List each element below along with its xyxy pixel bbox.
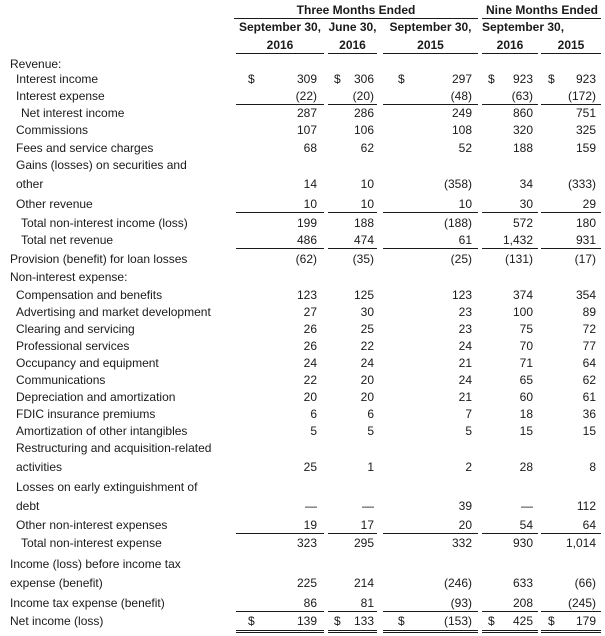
- row-label: Other non-interest expenses: [16, 518, 168, 532]
- table-cell: 6: [310, 407, 317, 421]
- table-cell: 24: [303, 356, 317, 370]
- table-cell: 214: [353, 576, 374, 590]
- row-label: other: [16, 177, 44, 191]
- table-cell: 26: [303, 322, 317, 336]
- table-cell: 199: [296, 216, 317, 230]
- table-cell: 486: [296, 233, 317, 247]
- table-cell: 374: [512, 288, 533, 302]
- row-label: Gains (losses) on securities and: [16, 158, 187, 172]
- subtotal-rule: [482, 104, 538, 105]
- table-cell: (358): [443, 177, 472, 191]
- table-cell: 28: [519, 460, 533, 474]
- table-cell: 64: [582, 356, 596, 370]
- table-cell: 30: [519, 197, 533, 211]
- subtotal-rule: [328, 212, 377, 213]
- table-cell: 81: [360, 596, 374, 610]
- row-label: activities: [16, 460, 63, 474]
- table-cell: 72: [582, 322, 596, 336]
- column-header-month: September 30,: [482, 20, 565, 34]
- table-cell: 107: [296, 123, 317, 137]
- table-cell: 309: [296, 72, 317, 86]
- table-cell: 354: [575, 288, 596, 302]
- table-cell: 323: [296, 536, 317, 550]
- row-label: debt: [16, 499, 40, 513]
- row-label: Fees and service charges: [16, 141, 154, 155]
- table-cell: 17: [360, 518, 374, 532]
- total-double-rule: [328, 630, 377, 633]
- table-cell: 89: [582, 305, 596, 319]
- table-cell: 62: [582, 373, 596, 387]
- table-cell: 208: [512, 596, 533, 610]
- row-label: Revenue:: [10, 57, 62, 71]
- table-cell: (333): [567, 177, 596, 191]
- table-cell: 332: [451, 536, 472, 550]
- table-cell: 320: [512, 123, 533, 137]
- subtotal-rule: [236, 104, 324, 105]
- table-cell: 10: [360, 177, 374, 191]
- table-cell: 930: [512, 536, 533, 550]
- table-cell: 21: [458, 390, 472, 404]
- table-cell: 22: [360, 339, 374, 353]
- currency-symbol: $: [548, 614, 555, 628]
- currency-symbol: $: [334, 614, 341, 628]
- table-cell: 86: [303, 596, 317, 610]
- column-header-rule: [236, 53, 324, 54]
- table-cell: 39: [458, 499, 472, 513]
- currency-symbol: $: [488, 614, 495, 628]
- table-cell: (48): [450, 89, 472, 103]
- table-cell: 27: [303, 305, 317, 319]
- currency-symbol: $: [548, 72, 555, 86]
- table-cell: (172): [567, 89, 596, 103]
- table-cell: (131): [504, 252, 533, 266]
- subtotal-rule: [328, 248, 377, 249]
- table-cell: (17): [574, 252, 596, 266]
- row-label: Income (loss) before income tax: [10, 557, 181, 571]
- table-cell: (153): [443, 614, 472, 628]
- table-cell: 61: [458, 233, 472, 247]
- table-cell: 62: [360, 141, 374, 155]
- subtotal-rule: [482, 212, 538, 213]
- table-cell: —: [362, 499, 374, 513]
- subtotal-rule: [236, 212, 324, 213]
- table-cell: 751: [575, 106, 596, 120]
- table-cell: 5: [367, 424, 374, 438]
- table-cell: 100: [512, 305, 533, 319]
- column-header-year: 2016: [266, 38, 294, 52]
- row-label: Amortization of other intangibles: [16, 424, 188, 438]
- table-cell: 52: [458, 141, 472, 155]
- table-cell: 23: [458, 322, 472, 336]
- table-cell: 923: [575, 72, 596, 86]
- total-double-rule: [541, 630, 601, 633]
- table-cell: 20: [360, 390, 374, 404]
- table-cell: 24: [458, 339, 472, 353]
- header-three-months: Three Months Ended: [296, 3, 416, 17]
- table-cell: 36: [582, 407, 596, 421]
- table-cell: 108: [451, 123, 472, 137]
- row-label: Losses on early extinguishment of: [16, 480, 198, 494]
- table-cell: 20: [303, 390, 317, 404]
- table-cell: 325: [575, 123, 596, 137]
- table-cell: 931: [575, 233, 596, 247]
- column-header-year: 2016: [496, 38, 524, 52]
- row-label: Total net revenue: [21, 233, 114, 247]
- row-label: Clearing and servicing: [16, 322, 135, 336]
- row-label: Income tax expense (benefit): [10, 596, 165, 610]
- total-double-rule: [383, 630, 478, 633]
- column-header-year: 2015: [557, 38, 585, 52]
- row-label: Interest expense: [16, 89, 105, 103]
- table-cell: (93): [450, 596, 472, 610]
- subtotal-rule: [541, 248, 601, 249]
- table-cell: 71: [519, 356, 533, 370]
- table-cell: (245): [567, 596, 596, 610]
- table-cell: 287: [296, 106, 317, 120]
- table-cell: 159: [575, 141, 596, 155]
- row-label: Net income (loss): [10, 614, 104, 628]
- row-label: Commissions: [16, 123, 89, 137]
- subtotal-rule: [236, 248, 324, 249]
- table-cell: 65: [519, 373, 533, 387]
- subtotal-rule: [383, 212, 478, 213]
- table-cell: 14: [303, 177, 317, 191]
- row-label: Professional services: [16, 339, 130, 353]
- table-cell: 180: [575, 216, 596, 230]
- currency-symbol: $: [334, 72, 341, 86]
- currency-symbol: $: [248, 614, 255, 628]
- table-cell: 225: [296, 576, 317, 590]
- table-cell: 60: [519, 390, 533, 404]
- table-cell: 923: [512, 72, 533, 86]
- header-nine-months: Nine Months Ended: [486, 3, 598, 17]
- table-cell: 7: [465, 407, 472, 421]
- subtotal-rule: [383, 248, 478, 249]
- table-cell: (246): [443, 576, 472, 590]
- subtotal-rule: [383, 533, 478, 534]
- table-cell: 15: [519, 424, 533, 438]
- subtotal-rule: [328, 533, 377, 534]
- row-label: expense (benefit): [10, 576, 103, 590]
- subtotal-rule: [541, 611, 601, 612]
- table-cell: 10: [458, 197, 472, 211]
- table-cell: 6: [367, 407, 374, 421]
- column-header-rule: [541, 53, 601, 54]
- column-header-rule: [328, 53, 377, 54]
- currency-symbol: $: [398, 72, 405, 86]
- table-cell: 133: [353, 614, 374, 628]
- table-cell: 24: [458, 373, 472, 387]
- row-label: Restructuring and acquisition-related: [16, 441, 212, 455]
- currency-symbol: $: [398, 614, 405, 628]
- column-header-rule: [383, 53, 478, 54]
- table-cell: 18: [519, 407, 533, 421]
- column-header-month: September 30,: [238, 20, 322, 34]
- table-cell: 179: [575, 614, 596, 628]
- table-cell: 2: [465, 460, 472, 474]
- column-header-month: June 30,: [328, 20, 377, 34]
- row-label: Communications: [16, 373, 106, 387]
- table-cell: (22): [295, 89, 317, 103]
- column-header-rule: [482, 53, 538, 54]
- row-label: Provision (benefit) for loan losses: [10, 252, 188, 266]
- table-cell: 1: [367, 460, 374, 474]
- table-cell: (63): [511, 89, 533, 103]
- table-cell: 77: [582, 339, 596, 353]
- table-cell: (25): [450, 252, 472, 266]
- table-cell: 139: [296, 614, 317, 628]
- table-cell: (62): [295, 252, 317, 266]
- table-cell: (66): [574, 576, 596, 590]
- table-cell: 123: [451, 288, 472, 302]
- subtotal-rule: [236, 611, 324, 612]
- currency-symbol: $: [248, 72, 255, 86]
- table-cell: 68: [303, 141, 317, 155]
- table-cell: 19: [303, 518, 317, 532]
- table-cell: 125: [353, 288, 374, 302]
- table-cell: 30: [360, 305, 374, 319]
- table-cell: 64: [582, 518, 596, 532]
- table-cell: 474: [353, 233, 374, 247]
- table-cell: 306: [353, 72, 374, 86]
- table-cell: 425: [512, 614, 533, 628]
- table-cell: 112: [576, 499, 596, 513]
- table-cell: 21: [458, 356, 472, 370]
- group-header-rule: [482, 18, 601, 19]
- table-cell: 1,014: [565, 536, 596, 550]
- currency-symbol: $: [488, 72, 495, 86]
- row-label: Net interest income: [21, 106, 125, 120]
- total-double-rule: [482, 630, 538, 633]
- column-header-month: September 30,: [389, 20, 472, 34]
- subtotal-rule: [541, 212, 601, 213]
- table-cell: (20): [352, 89, 374, 103]
- table-cell: 61: [582, 390, 596, 404]
- subtotal-rule: [328, 104, 377, 105]
- subtotal-rule: [482, 248, 538, 249]
- table-cell: 24: [360, 356, 374, 370]
- table-cell: 5: [465, 424, 472, 438]
- row-label: Total non-interest income (loss): [21, 216, 188, 230]
- table-cell: 34: [519, 177, 533, 191]
- subtotal-rule: [482, 533, 538, 534]
- table-cell: (35): [352, 252, 374, 266]
- total-double-rule: [236, 630, 324, 633]
- table-cell: 188: [512, 141, 533, 155]
- row-label: Depreciation and amortization: [16, 390, 176, 404]
- row-label: Interest income: [16, 72, 99, 86]
- table-cell: 860: [512, 106, 533, 120]
- table-cell: 5: [310, 424, 317, 438]
- subtotal-rule: [383, 611, 478, 612]
- table-cell: 26: [303, 339, 317, 353]
- row-label: Advertising and market development: [16, 305, 211, 319]
- table-cell: 20: [360, 373, 374, 387]
- row-label: FDIC insurance premiums: [16, 407, 156, 421]
- table-cell: 25: [303, 460, 317, 474]
- table-cell: 8: [589, 460, 596, 474]
- table-cell: —: [521, 499, 533, 513]
- table-cell: 123: [296, 288, 317, 302]
- table-cell: 15: [582, 424, 596, 438]
- table-cell: —: [305, 499, 317, 513]
- table-cell: 249: [451, 106, 472, 120]
- table-cell: 297: [451, 72, 472, 86]
- subtotal-rule: [482, 611, 538, 612]
- column-header-year: 2016: [339, 38, 366, 52]
- table-cell: 295: [353, 536, 374, 550]
- subtotal-rule: [541, 533, 601, 534]
- column-header-year: 2015: [417, 38, 444, 52]
- row-label: Other revenue: [16, 197, 93, 211]
- table-cell: 23: [458, 305, 472, 319]
- table-cell: 10: [303, 197, 317, 211]
- table-cell: 22: [303, 373, 317, 387]
- row-label: Total non-interest expense: [21, 536, 162, 550]
- table-cell: 25: [360, 322, 374, 336]
- table-cell: 54: [519, 518, 533, 532]
- table-cell: 1,432: [502, 233, 533, 247]
- table-cell: 106: [353, 123, 374, 137]
- group-header-rule: [234, 18, 478, 19]
- row-label: Non-interest expense:: [10, 270, 128, 284]
- table-cell: 572: [512, 216, 533, 230]
- table-cell: 10: [360, 197, 374, 211]
- table-cell: 286: [353, 106, 374, 120]
- row-label: Occupancy and equipment: [16, 356, 159, 370]
- subtotal-rule: [236, 533, 324, 534]
- subtotal-rule: [383, 104, 478, 105]
- subtotal-rule: [541, 104, 601, 105]
- table-cell: 188: [353, 216, 374, 230]
- table-cell: 29: [582, 197, 596, 211]
- row-label: Compensation and benefits: [16, 288, 163, 302]
- table-cell: 633: [512, 576, 533, 590]
- table-cell: (188): [443, 216, 472, 230]
- table-cell: 20: [458, 518, 472, 532]
- subtotal-rule: [328, 611, 377, 612]
- table-cell: 70: [519, 339, 533, 353]
- table-cell: 75: [519, 322, 533, 336]
